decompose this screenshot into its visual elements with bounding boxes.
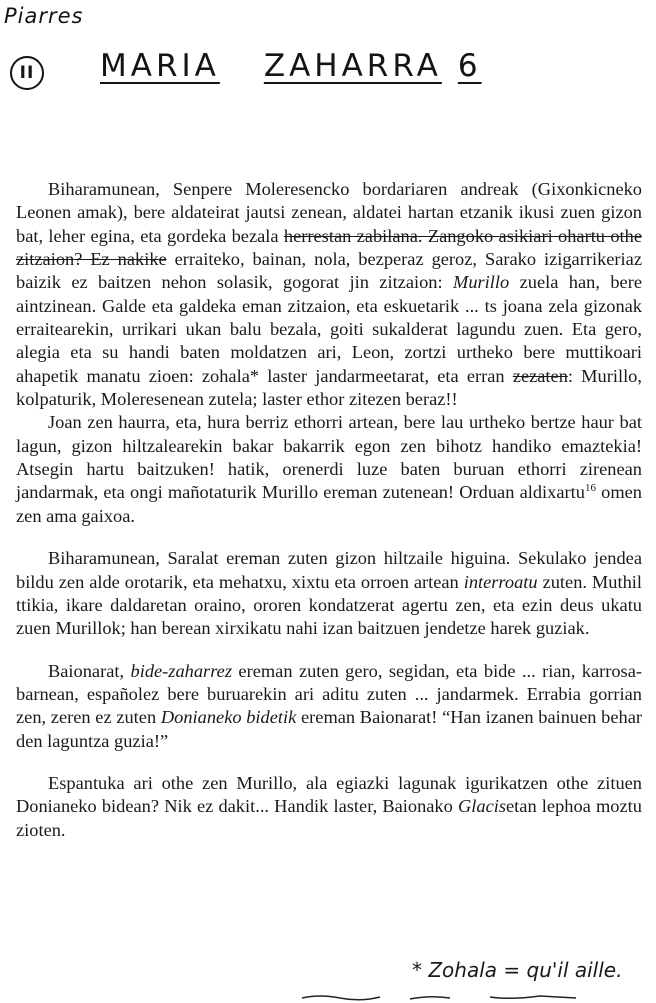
paragraph-1-text-c: zuela han, bere aintzinean. Galde eta galdeka eman zitzaion, eta eskuetarik ... ts joana zela gizonak erraitearekin, urrikari ukan balu bezala, goiti sukalderat lagundu zuen. Eta gero, alegia eta su handi baten moldatzen ari, Leon, zortzi urtheko bere muttikoari ahapetik manatu zioen: zohala* laster jandarmeetarat, eta erran <box>16 272 642 386</box>
handwritten-author: Piarres <box>4 4 84 28</box>
footnote-ref-16: 16 <box>584 482 596 495</box>
struck-line: herrestan zabilana. Zangoko asikiari ohartu othe zitzaion? Ez nakike <box>16 225 642 270</box>
paragraph-3-text: Biharamunean, Saralat ereman zuten gizon hiltzaile higuina. Sekulako jendea bildu zen alde orotarik, eta mehatxu, xixtu eta orroen artean <box>16 548 642 592</box>
paragraph-2-text: Joan zen haurra, eta, hura berriz ethorri artean, bere lau urtheko bertze haur bat lagun, gizon hiltzalearekin bakar bakarrik egon zen bihotz handiko emaztekia! Atsegin hartu baitzuken! hatik, orenerdi luze baten buruan ethorri zirenean jandarmak, eta ongi mañotaturik Murillo ereman zutenean! Orduan aldixartu <box>16 412 642 503</box>
emphasis-interroatu: interroatu <box>463 571 538 592</box>
handwritten-title <box>100 48 482 84</box>
paragraph-1-text: Biharamunean, Senpere Moleresencko bordariaren andreak (Gixonkicneko Leonen amak), bere aldateirat jautsi zenean, aldatei hartan etzanik ikusi zuen gizon bat, leher egina, eta gordeka bezala <box>16 179 642 246</box>
paragraph-5-text-b: etan lephoa moztu zioten. <box>16 796 642 840</box>
handwritten-scribble <box>300 992 580 1002</box>
struck-word: zezaten <box>512 365 568 386</box>
paragraph-2 <box>16 411 642 528</box>
body-text <box>16 178 642 842</box>
emphasis-glacis: Glacis <box>458 796 507 817</box>
title-page-number: 6 <box>457 48 482 84</box>
emphasis-murillo: Murillo <box>453 272 510 293</box>
paragraph-1 <box>16 178 642 411</box>
paragraph-5 <box>16 772 642 842</box>
paragraph-4-text-c: ereman Baionarat! “Han izanen bainuen behar den laguntza guzia!” <box>16 707 643 751</box>
title-word-maria: MARIA <box>100 48 220 84</box>
paragraph-4-text: Baionarat, <box>48 660 125 681</box>
paragraph-1-text-b: erraiteko, bainan, nola, bezperaz geroz, Sarako izigarrikeriaz baizik ez baitzen nehon solasik, gogorat jin zitzaion: <box>16 249 642 293</box>
paragraph-2-text-b: omen zen ama gaixoa. <box>16 482 642 526</box>
emphasis-bide-zaharrez: bide-zaharrez <box>130 660 232 681</box>
title-word-zaharra: ZAHARRA <box>263 48 442 84</box>
paragraph-3-text-b: zuten. Muthil ttikia, ikare daldaretan oraino, ororen kondatzerat agertu zen, eta ezin deus ukatu zuen Murillok; han berean xirxikatu nahi izan baitzuen jendetze harek guziak. <box>16 571 642 639</box>
emphasis-donianeko-bidetik: Donianeko bidetik <box>160 707 297 728</box>
paragraph-4-text-b: ereman zuten gero, segidan, eta bide ... rian, karrosa-barnean, españolez bere buruarekin ari aditu zuten ... jandarmek. Errabia gorrian zen, zeren ez zuten <box>16 660 642 728</box>
paragraph-4 <box>16 660 642 753</box>
chapter-number-circle: II <box>10 56 44 90</box>
paragraph-5-text: Espantuka ari othe zen Murillo, ala egiazki lagunak igurikatzen othe zituen Donianeko bidean? Nik ez dakit... Handik laster, Baionako <box>16 772 642 817</box>
handwritten-footnote: * Zohala = qu'il aille. <box>412 958 623 982</box>
paragraph-3 <box>16 547 642 640</box>
paragraph-1-text-d: : Murillo, kolpaturik, Moleresenean zutela; laster ethor zitezen beraz!! <box>16 365 642 410</box>
